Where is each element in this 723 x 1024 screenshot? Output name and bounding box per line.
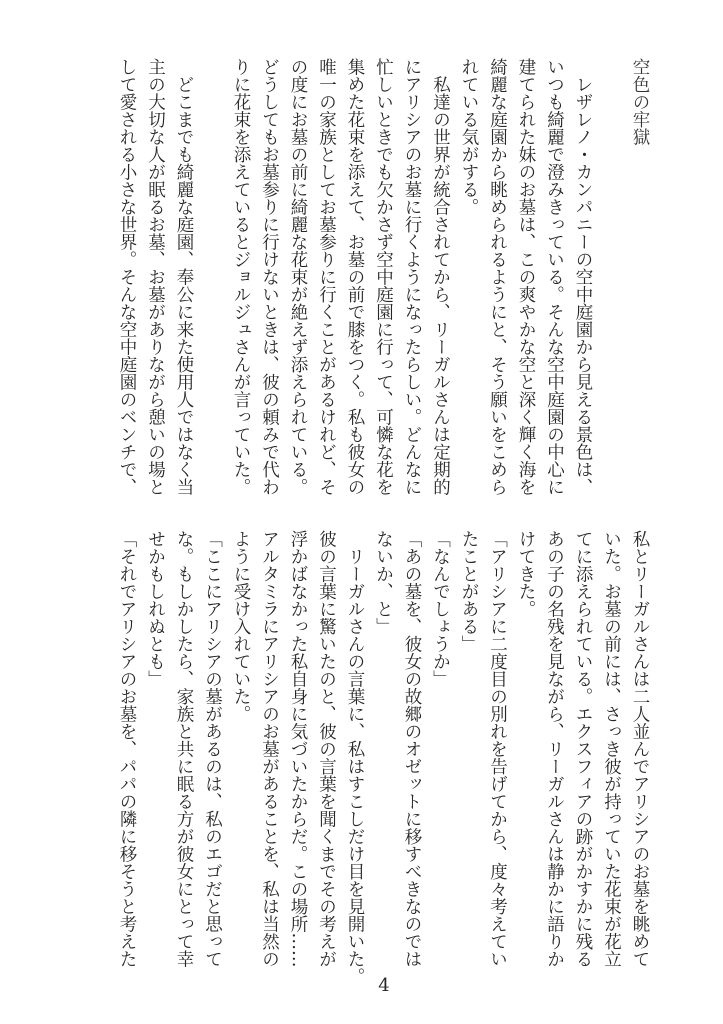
text-line: どうしてもお墓参りに行けないときは、彼の頼みで代わ	[259, 58, 280, 496]
text-line: 建てられた妹のお墓は、この爽やかな空と深く輝く海を	[516, 58, 536, 496]
chapter-title: 空色の牢獄	[630, 58, 650, 146]
text-line: けてきた。	[516, 530, 536, 618]
text-line: 忙しいときでも欠かさず空中庭園に行って、可憐な花を	[373, 58, 394, 496]
page-number: 4	[378, 975, 390, 996]
text-line: 綺麗な庭園から眺められるようにと、そう願いをこめら	[487, 58, 508, 496]
text-line: 唯一の家族としてお墓参りに行くことがあるけれど、そ	[316, 58, 337, 496]
text-line: して愛される小さな世界。そんな空中庭園のベンチで、	[117, 58, 137, 496]
text-line: 「なんでしょうか」	[430, 530, 451, 688]
text-line: 「ここにアリシアの墓があるのは、私のエゴだと思って	[202, 530, 223, 968]
text-line: いつも綺麗で澄みきっている。そんな空中庭園の中心に	[544, 58, 565, 496]
text-line: たことがある」	[459, 530, 479, 653]
text-line: れている気がする。	[459, 58, 479, 216]
text-line: リーガルさんの言葉に、私はすこしだけ目を見開いた。	[345, 530, 365, 985]
text-line: どこまでも綺麗な庭園、奉公に来た使用人ではなく当	[174, 58, 194, 496]
text-line: レザレノ・カンパニーの空中庭園から見える景色は、	[573, 58, 593, 496]
text-line: 私達の世界が統合されてから、リーガルさんは定期的	[430, 58, 451, 496]
text-line: ように受け入れていた。	[231, 530, 251, 723]
text-line: の度にお墓の前に綺麗な花束が絶えず添えられている。	[288, 58, 308, 496]
text-line: 「アリシアに二度目の別れを告げてから、度々考えてい	[487, 530, 508, 968]
blank-line	[597, 58, 626, 498]
text-line: 「あの墓を、彼女の故郷のオゼットに移すべきなのでは	[402, 530, 422, 968]
text-line: にアリシアのお墓に行くようになったらしい。どんなに	[402, 58, 422, 496]
text-line: 私とリーガルさんは二人並んでアリシアのお墓を眺めて	[630, 530, 650, 968]
upper-text-block	[112, 58, 654, 498]
text-line: あの子の名残を見ながら、リーガルさんは静かに語りか	[544, 530, 565, 968]
text-line: 彼の言葉に驚いたのと、彼の言葉を聞くまでその考えが	[316, 530, 337, 968]
text-line: りに花束を添えているとジョルジュさんが言っていた。	[231, 58, 251, 496]
text-line: いた。お墓の前には、さっき彼が持っていた花束が花立	[601, 530, 622, 968]
text-line: 主の大切な人が眠るお墓、お墓がありながら憩いの場と	[145, 58, 166, 496]
text-line: 浮かばなかった私自身に気づいたからだ。この場所……	[288, 530, 308, 968]
lower-text-block	[112, 530, 654, 985]
text-line: 集めた花束を添えて、お墓の前で膝をつく。私も彼女の	[345, 58, 365, 496]
text-line: せかもしれぬとも」	[145, 530, 166, 688]
text-line: ないか、と」	[373, 530, 394, 635]
blank-line	[198, 58, 227, 498]
text-line: 「それでアリシアのお墓を、パパの隣に移そうと考えた	[117, 530, 137, 968]
text-line: アルタミラにアリシアのお墓があることを、私は当然の	[259, 530, 280, 968]
text-line: てに添えられている。エクスフィアの跡がかすかに残る	[573, 530, 593, 968]
text-line: な。もしかしたら、家族と共に眠る方が彼女にとって幸	[174, 530, 194, 968]
